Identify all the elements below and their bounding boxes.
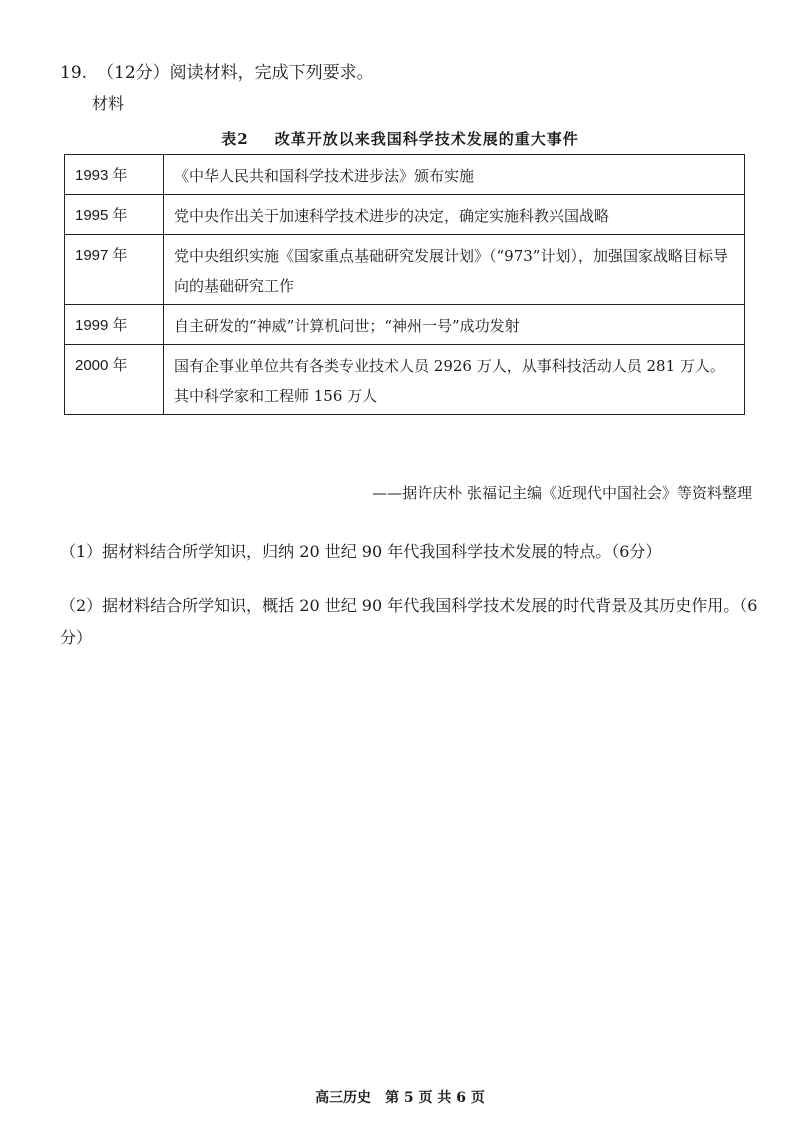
page-footer: [0, 1087, 800, 1107]
year-cell: 1995 年: [65, 195, 164, 235]
sub-question-1: （1）据材料结合所学知识，归纳 20 世纪 90 年代我国科学技术发展的特点。（6分）: [60, 542, 662, 561]
material-label: 材料: [92, 94, 125, 113]
sub-question-2: （2）据材料结合所学知识，概括 20 世纪 90 年代我国科学技术发展的时代背景及其历史作用。（6分）: [60, 596, 758, 647]
table-row: [65, 345, 745, 415]
table-caption: [0, 128, 800, 149]
events-table: [64, 154, 745, 415]
table-caption-title: 改革开放以来我国科学技术发展的重大事件: [274, 130, 579, 148]
source-citation: ——据许庆朴 张福记主编《近现代中国社会》等资料整理: [372, 484, 752, 502]
event-cell: 国有企事业单位共有各类专业技术人员 2926 万人，从事科技活动人员 281 万人。其中科学家和工程师 156 万人: [164, 345, 745, 415]
year-cell: 2000 年: [65, 345, 164, 415]
question-instruction: （12分）阅读材料，完成下列要求。: [97, 63, 374, 83]
year-cell: 1993 年: [65, 155, 164, 195]
question-header: [60, 58, 374, 83]
event-cell: 《中华人民共和国科学技术进步法》颁布实施: [164, 155, 745, 195]
question-number: 19.: [60, 63, 88, 83]
event-cell: 自主研发的“神威”计算机问世；“神州一号”成功发射: [164, 305, 745, 345]
footer-course: 高三历史: [315, 1090, 372, 1106]
table-row: [65, 235, 745, 305]
footer-page-info: 第 5 页 共 6 页: [385, 1090, 485, 1106]
event-cell: 党中央组织实施《国家重点基础研究发展计划》（“973”计划），加强国家战略目标导向的基础研究工作: [164, 235, 745, 305]
table-row: [65, 195, 745, 235]
event-cell: 党中央作出关于加速科学技术进步的决定，确定实施科教兴国战略: [164, 195, 745, 235]
year-cell: 1997 年: [65, 235, 164, 305]
year-cell: 1999 年: [65, 305, 164, 345]
table-caption-number: 表2: [221, 130, 249, 148]
table-row: [65, 155, 745, 195]
table-row: [65, 305, 745, 345]
